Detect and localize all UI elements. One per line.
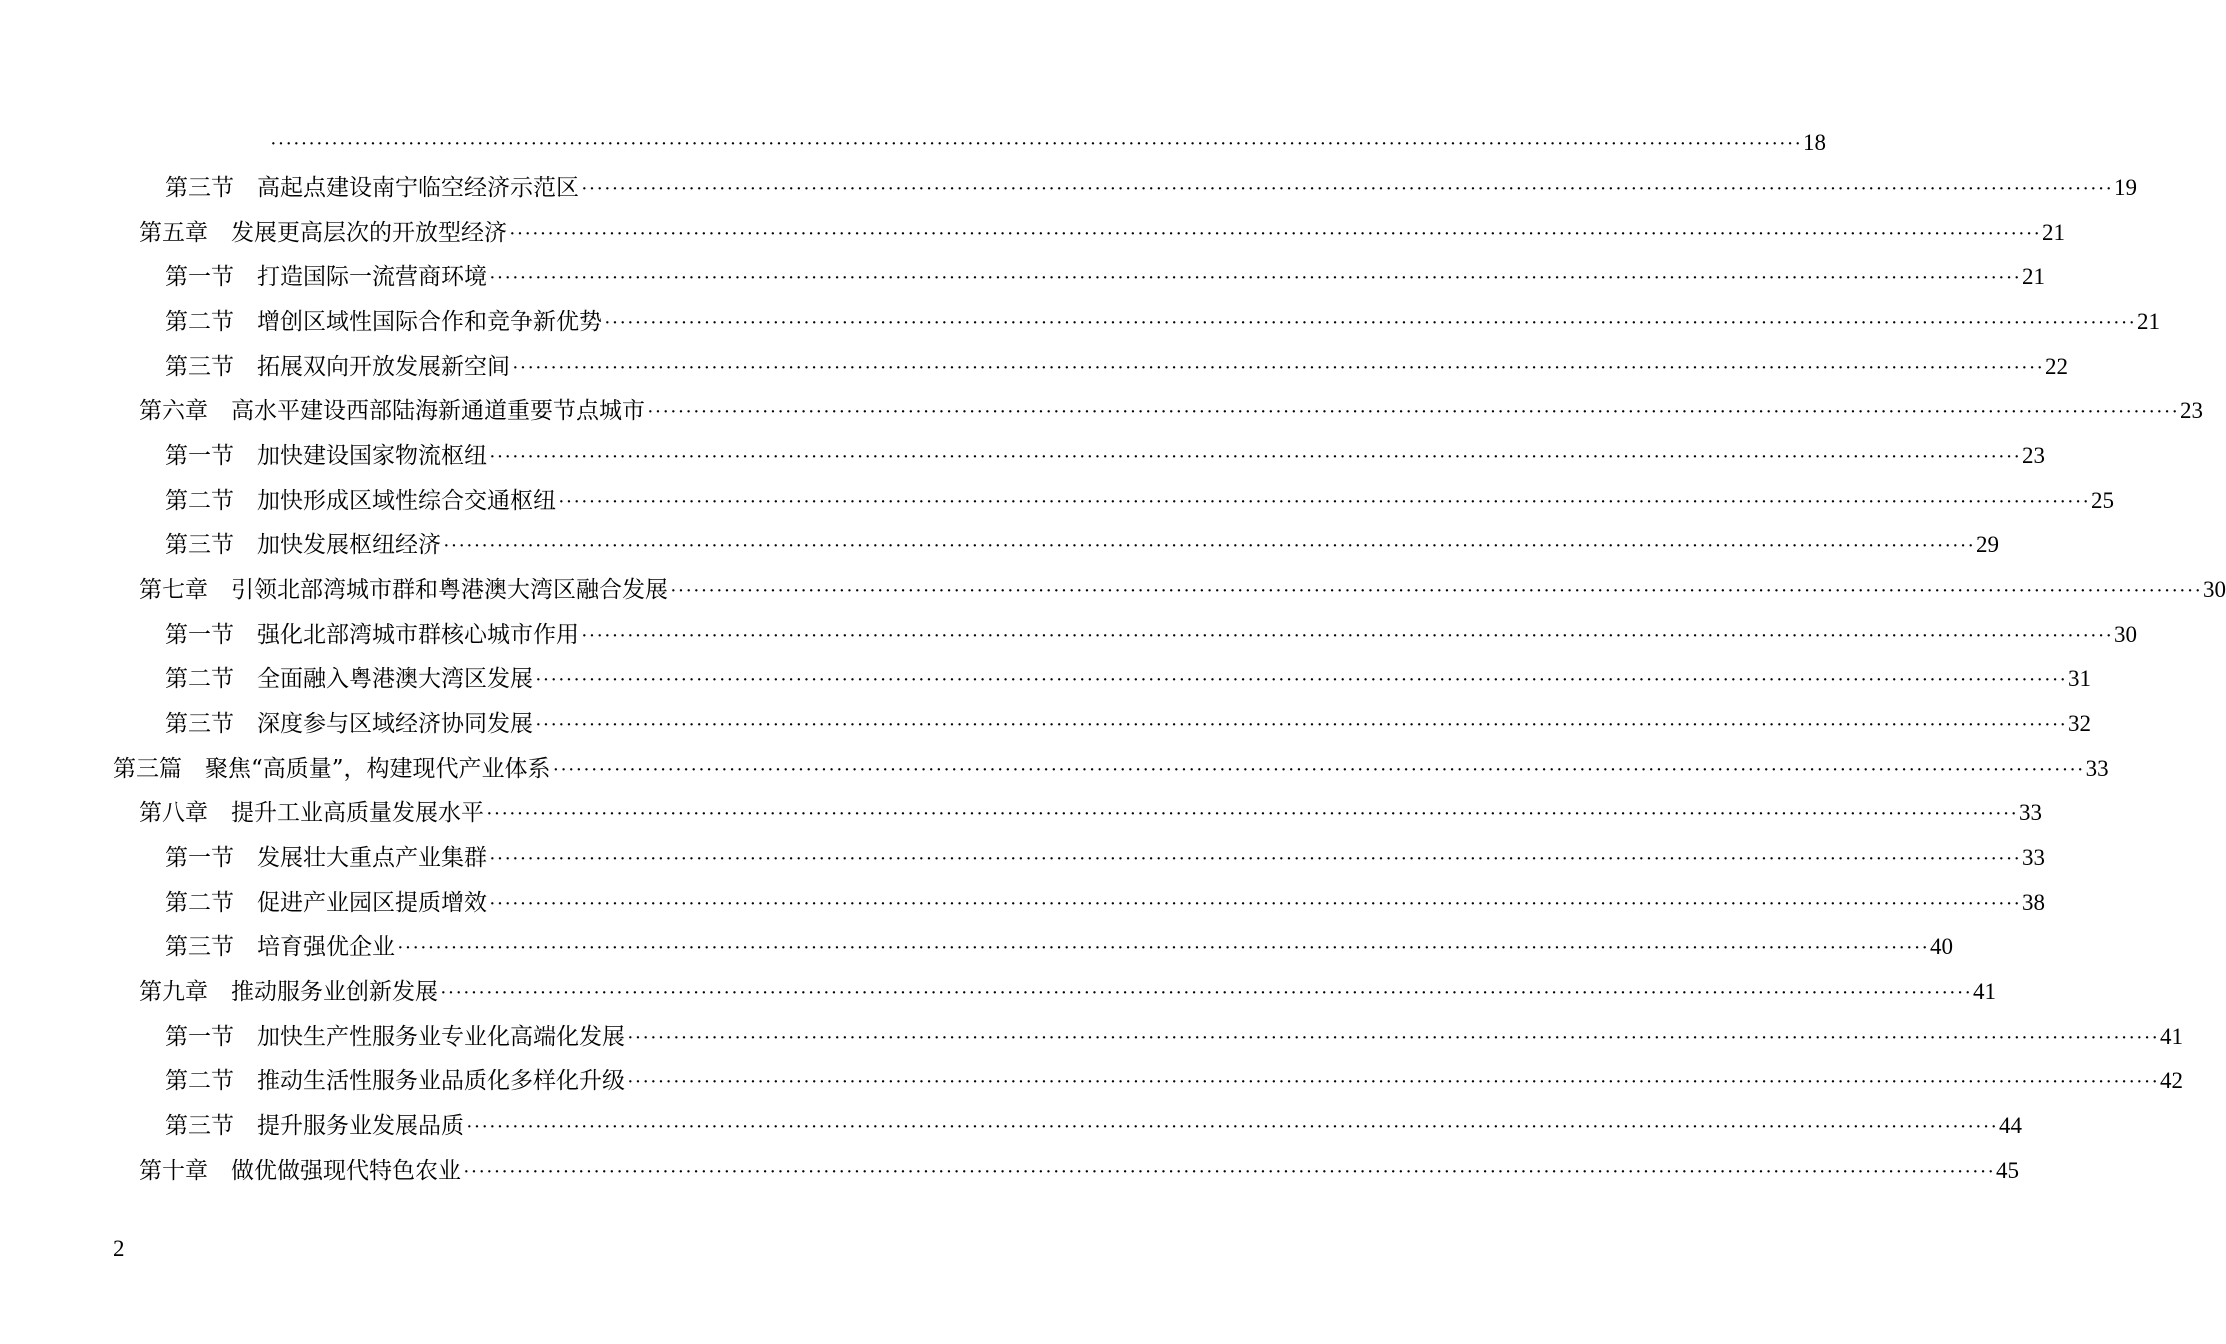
toc-entry-label: 第三节 培育强优企业 bbox=[165, 934, 395, 960]
dot-leader: ········································································································································································································ bbox=[670, 580, 2203, 602]
toc-entry-page: 22 bbox=[2045, 354, 2069, 379]
dot-leader: ········································································································································································································ bbox=[466, 1116, 1999, 1138]
dot-leader: ········································································································································································································ bbox=[489, 446, 2022, 468]
toc-entry-page: 19 bbox=[2114, 175, 2138, 200]
toc-entry-section[interactable] bbox=[165, 1106, 2023, 1146]
toc-entry-section[interactable] bbox=[165, 704, 2092, 744]
toc-entry-label: 第二节 促进产业园区提质增效 bbox=[165, 890, 487, 916]
toc-entry-label: 第二节 推动生活性服务业品质化多样化升级 bbox=[165, 1068, 625, 1094]
toc-entry-page: 21 bbox=[2022, 264, 2046, 289]
toc-entry-section[interactable] bbox=[165, 1017, 2184, 1057]
toc-entry-label: 第三节 深度参与区域经济协同发展 bbox=[165, 711, 533, 737]
toc-entry-section[interactable] bbox=[165, 257, 2046, 297]
toc-entry-page: 25 bbox=[2091, 488, 2115, 513]
dot-leader: ········································································································································································································ bbox=[647, 401, 2180, 423]
toc-entry-label: 第三篇 聚焦“高质量”，构建现代产业体系 bbox=[113, 756, 551, 782]
dot-leader: ········································································································································································································ bbox=[581, 625, 2114, 647]
toc-entry-section[interactable] bbox=[165, 525, 2000, 565]
toc-entry-chapter[interactable] bbox=[139, 793, 2043, 833]
toc-entry-chapter[interactable] bbox=[139, 213, 2066, 253]
dot-leader: ········································································································································································································ bbox=[627, 1071, 2160, 1093]
toc-entry-section[interactable] bbox=[165, 659, 2092, 699]
dot-leader: ········································································································································································································ bbox=[489, 267, 2022, 289]
toc-entry-label: 第七章 引领北部湾城市群和粤港澳大湾区融合发展 bbox=[139, 577, 668, 603]
toc-entry-section[interactable] bbox=[165, 436, 2046, 476]
toc-entry-page: 33 bbox=[2022, 845, 2046, 870]
toc-entry-chapter[interactable] bbox=[139, 972, 1997, 1012]
toc-entry-page: 18 bbox=[1803, 130, 1827, 155]
toc-entry-label: 第二节 加快形成区域性综合交通枢纽 bbox=[165, 488, 556, 514]
toc-entry-page: 45 bbox=[1996, 1158, 2020, 1183]
dot-leader: ········································································································································································································ bbox=[581, 178, 2114, 200]
toc-entry-page: 33 bbox=[2019, 800, 2043, 825]
toc-entry-chapter[interactable] bbox=[139, 1151, 2020, 1191]
toc-entry-label: 第三节 拓展双向开放发展新空间 bbox=[165, 354, 510, 380]
toc-entry-section[interactable] bbox=[165, 615, 2138, 655]
toc-entry-label: 第一节 发展壮大重点产业集群 bbox=[165, 845, 487, 871]
toc-entry-section[interactable] bbox=[165, 927, 1954, 967]
toc-entry-page: 29 bbox=[1976, 532, 2000, 557]
toc-entry-page: 30 bbox=[2203, 577, 2226, 602]
toc-entry-section[interactable] bbox=[165, 302, 2161, 342]
toc-entry-section[interactable] bbox=[165, 838, 2046, 878]
toc-entry-page: 41 bbox=[1973, 979, 1997, 1004]
toc-entry-label: 第九章 推动服务业创新发展 bbox=[139, 979, 438, 1005]
dot-leader: ········································································································································································································ bbox=[397, 937, 1930, 959]
dot-leader: ········································································································································································································ bbox=[604, 312, 2137, 334]
toc-entry-label: 第一节 打造国际一流营商环境 bbox=[165, 264, 487, 290]
dot-leader: ········································································································································································································ bbox=[270, 133, 1803, 155]
toc-entry-chapter[interactable] bbox=[139, 391, 2204, 431]
toc-entry-page: 23 bbox=[2180, 398, 2204, 423]
dot-leader: ········································································································································································································ bbox=[509, 223, 2042, 245]
toc-entry-section[interactable] bbox=[165, 481, 2115, 521]
toc-entry-label: 第一节 加快建设国家物流枢纽 bbox=[165, 443, 487, 469]
toc-entry-label: 第五章 发展更高层次的开放型经济 bbox=[139, 220, 507, 246]
toc-entry-label: 第一节 加快生产性服务业专业化高端化发展 bbox=[165, 1024, 625, 1050]
page-number: 2 bbox=[113, 1236, 125, 1261]
toc-entry-label: 第三节 提升服务业发展品质 bbox=[165, 1113, 464, 1139]
toc-entry-page: 44 bbox=[1999, 1113, 2023, 1138]
dot-leader: ········································································································································································································ bbox=[535, 714, 2068, 736]
dot-leader: ········································································································································································································ bbox=[535, 669, 2068, 691]
toc-entry-page: 33 bbox=[2085, 756, 2109, 781]
toc-entry-part[interactable] bbox=[113, 749, 2109, 789]
toc-entry-label: 第六章 高水平建设西部陆海新通道重要节点城市 bbox=[139, 398, 645, 424]
toc-entry-continuation[interactable] bbox=[268, 123, 1827, 163]
dot-leader: ········································································································································································································ bbox=[489, 848, 2022, 870]
toc-entry-page: 30 bbox=[2114, 622, 2138, 647]
toc-entry-page: 38 bbox=[2022, 890, 2046, 915]
toc-entry-section[interactable] bbox=[165, 168, 2138, 208]
toc-entry-label: 第二节 全面融入粤港澳大湾区发展 bbox=[165, 666, 533, 692]
dot-leader: ········································································································································································································ bbox=[486, 803, 2019, 825]
toc-entry-label: 第一节 强化北部湾城市群核心城市作用 bbox=[165, 622, 579, 648]
toc-entry-page: 23 bbox=[2022, 443, 2046, 468]
dot-leader: ········································································································································································································ bbox=[558, 491, 2091, 513]
toc-entry-section[interactable] bbox=[165, 1061, 2184, 1101]
toc-entry-section[interactable] bbox=[165, 347, 2069, 387]
toc-entry-label: 第二节 增创区域性国际合作和竞争新优势 bbox=[165, 309, 602, 335]
toc-entry-section[interactable] bbox=[165, 883, 2046, 923]
dot-leader: ········································································································································································································ bbox=[627, 1027, 2160, 1049]
dot-leader: ········································································································································································································ bbox=[512, 357, 2045, 379]
dot-leader: ········································································································································································································ bbox=[552, 759, 2085, 781]
dot-leader: ········································································································································································································ bbox=[463, 1161, 1996, 1183]
toc-entry-page: 31 bbox=[2068, 666, 2092, 691]
dot-leader: ········································································································································································································ bbox=[489, 893, 2022, 915]
toc-entry-label: 第三节 高起点建设南宁临空经济示范区 bbox=[165, 175, 579, 201]
toc-entry-label: 第八章 提升工业高质量发展水平 bbox=[139, 800, 484, 826]
toc-entry-page: 32 bbox=[2068, 711, 2092, 736]
toc-entry-page: 40 bbox=[1930, 934, 1954, 959]
dot-leader: ········································································································································································································ bbox=[440, 982, 1973, 1004]
toc-entry-page: 41 bbox=[2160, 1024, 2184, 1049]
dot-leader: ········································································································································································································ bbox=[443, 535, 1976, 557]
toc-entry-label: 第十章 做优做强现代特色农业 bbox=[139, 1158, 461, 1184]
toc-entry-page: 21 bbox=[2042, 220, 2066, 245]
toc-entry-page: 42 bbox=[2160, 1068, 2184, 1093]
toc-entry-label: 第三节 加快发展枢纽经济 bbox=[165, 532, 441, 558]
toc-entry-page: 21 bbox=[2137, 309, 2161, 334]
toc-entry-chapter[interactable] bbox=[139, 570, 2226, 610]
